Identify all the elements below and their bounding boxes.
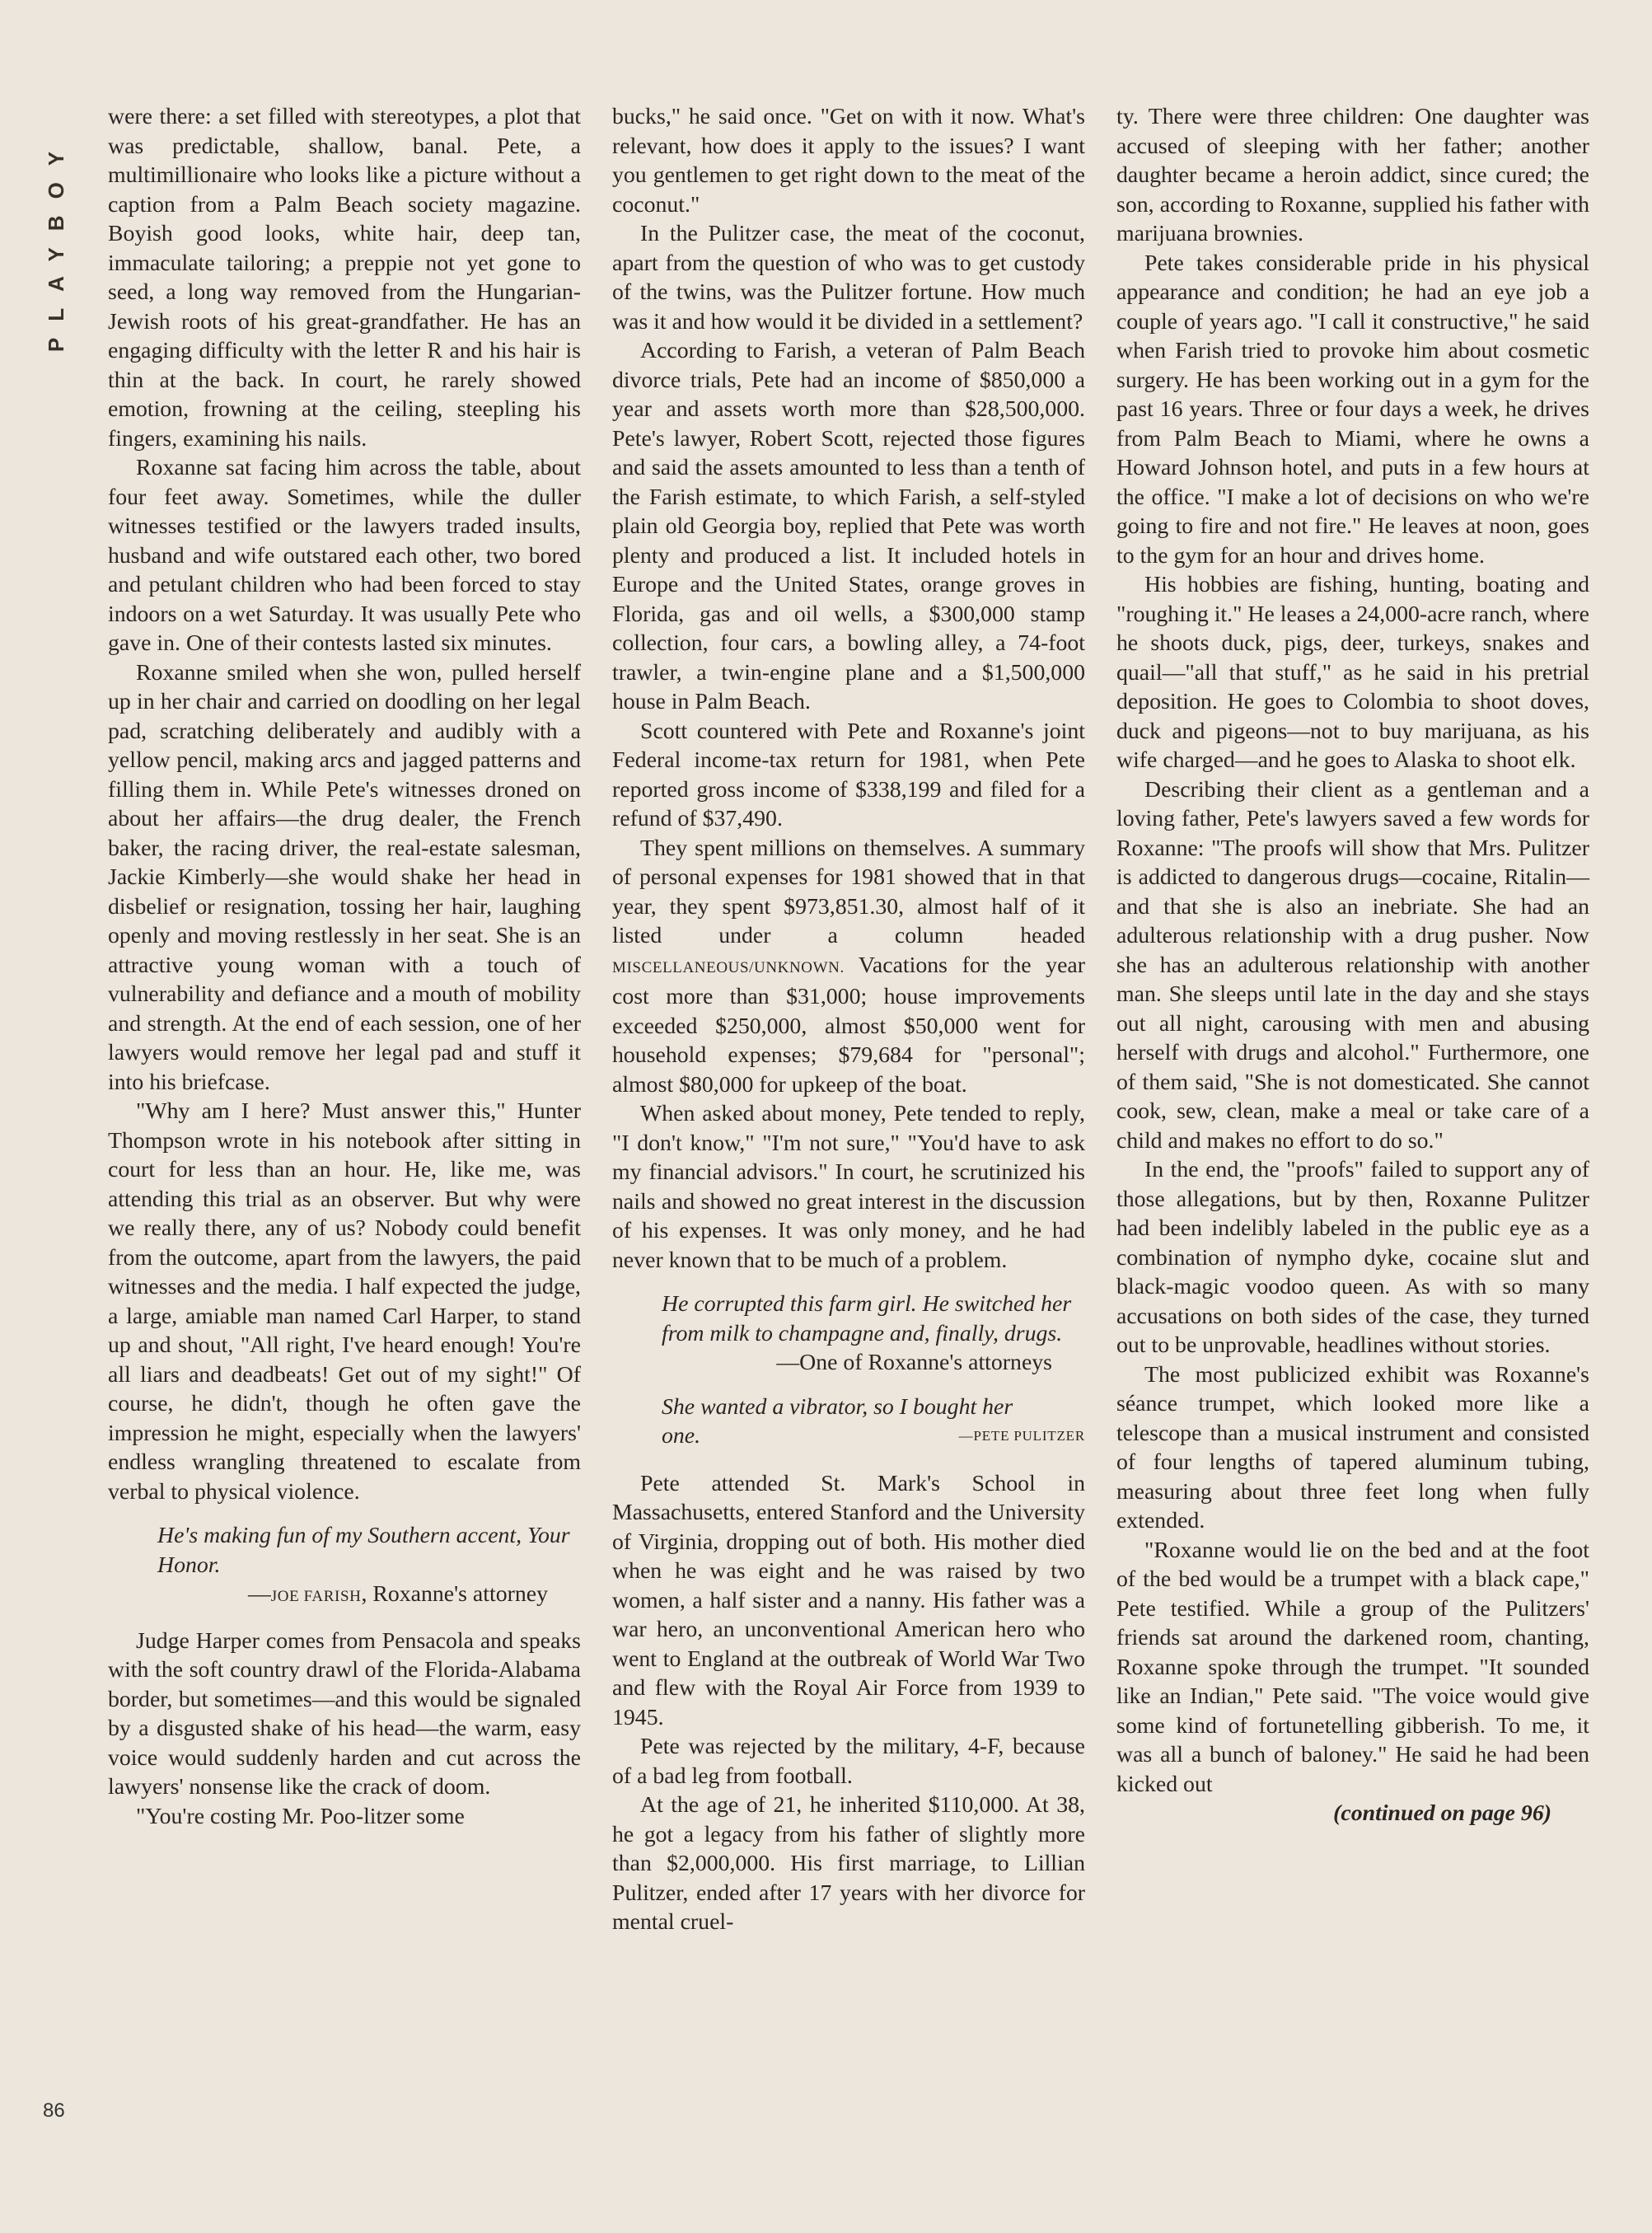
paragraph: Pete takes considerable pride in his physical appearance and condition; he had an eye job a couple of years ago. "I call it constructive," he said when Farish tried to provoke him about cosmetic surgery. He has been working out in a gym for the past 16 years. Three or four days a week, he drives from Palm Beach to Miami, where he owns a Howard Johnson hotel, and puts in a few hours at the office. "I make a lot of decisions on who we're going to fire and not fire." He leaves at noon, goes to the gym for an hour and drives home.	[1116, 250, 1589, 569]
paragraph: "Roxanne would lie on the bed and at the foot of the bed would be a trumpet with a black cape," Pete testified. While a group of the Pulitzers' friends sat around the darkened room, chanting, Roxanne spoke through the trumpet. "It sounded like an Indian," Pete said. "The voice would give some kind of fortunetelling gibberish. To me, it was all a bunch of baloney." He said he had been kicked out	[1116, 1537, 1589, 1797]
paragraph: Roxanne smiled when she won, pulled herself up in her chair and carried on doodling on her legal pad, scratching deliberately and audibly with a yellow pencil, making arcs and jagged patterns and filling them in. While Pete's witnesses droned on about her affairs—the drug dealer, the French baker, the racing driver, the real-estate salesman, Jackie Kimberly—she would shake her head in disbelief or resignation, tossing her hair, laughing openly and moving restlessly in her seat. She is an attractive young woman with a touch of vulnerability and defiance and a mouth of mobility and strength. At the end of each session, one of her lawyers would remove her legal pad and stuff it into his briefcase.	[108, 659, 581, 1095]
pull-quote	[108, 1521, 581, 1612]
pull-quote-text: He corrupted this farm girl. He switched her from milk to champagne and, finally, drugs.	[662, 1291, 1072, 1346]
column-heading-text: MISCELLANEOUS/UNKNOWN.	[612, 958, 845, 976]
paragraph: "Why am I here? Must answer this," Hunter Thompson wrote in his notebook after sitting in court for less than an hour. He, like me, was attending this trial as an observer. But why were we really there, any of us? Nobody could benefit from the outcome, apart from the lawyers, the paid witnesses and the media. I half expected the judge, a large, amiable man named Carl Harper, to stand up and shout, "All right, I've heard enough! You're all liars and deadbeats! Get out of my sight!" Of course, he didn't, though he often gave the impression he might, especially when the lawyers' endless wrangling threatened to escalate from verbal to physical violence.	[108, 1098, 581, 1505]
paragraph: Pete attended St. Mark's School in Massachusetts, entered Stanford and the University of Virginia, dropping out of both. His mother died when he was eight and he was raised by two women, a half sister and a nanny. His father was a war hero, an unconventional American hero who went to England at the outbreak of World War Two and flew with the Royal Air Force from 1939 to 1945.	[612, 1470, 1085, 1730]
pull-quote-text: He's making fun of my Southern accent, Your Honor.	[157, 1523, 570, 1578]
paragraph: His hobbies are fishing, hunting, boating and "roughing it." He leases a 24,000-acre ranch, where he shoots duck, pigs, deer, turkeys, snakes and quail—"all that stuff," as he said in his pretrial deposition. He goes to Colombia to shoot doves, duck and pigeons—not to buy marijuana, as his wife charged—and he goes to Alaska to shoot elk.	[1116, 572, 1589, 773]
pull-quote	[612, 1393, 1085, 1451]
pull-quote-attribution	[108, 1580, 581, 1612]
paragraph: were there: a set filled with stereotypes, a plot that was predictable, shallow, banal. Pete, a multimillionaire who looks like a picture without a caption from a Palm Beach society magazine. Boyish good looks, white hair, deep tan, immaculate tailoring; a preppie not yet gone to seed, a long way removed from the Hungarian-Jewish roots of his great-grandfather. He has an engaging difficulty with the letter R and his hair is thin at the back. In court, he rarely showed emotion, frowning at the ceiling, steepling his fingers, examining his nails.	[108, 104, 581, 452]
paragraph-text: Vacations for the year cost more than $31,000; house improvements exceeded $250,000, almost $50,000 went for household expenses; $79,684 for "personal"; almost $80,000 for upkeep of the boat.	[612, 952, 1085, 1098]
text-column-3	[1116, 102, 1589, 1828]
paragraph: According to Farish, a veteran of Palm Beach divorce trials, Pete had an income of $850,000 a year and assets worth more than $28,500,000. Pete's lawyer, Robert Scott, rejected those figures and said the assets amounted to less than a tenth of the Farish estimate, to which Farish, a self-styled plain old Georgia boy, replied that Pete was worth plenty and produced a list. It included hotels in Europe and the United States, orange groves in Florida, gas and oil wells, a $300,000 stamp collection, four cars, a bowling alley, a 74-foot trawler, a twin-engine plane and a $1,500,000 house in Palm Beach.	[612, 338, 1085, 714]
paragraph	[612, 834, 1085, 1100]
pull-quote-last-line	[612, 1421, 1085, 1451]
text-column-2	[612, 102, 1085, 1937]
paragraph: The most publicized exhibit was Roxanne's séance trumpet, which looked more like a telescope than a musical instrument and consisted of four lengths of tapered aluminum tubing, measuring about three feet long when fully extended.	[1116, 1361, 1589, 1533]
pull-quote-attribution: —PETE PULITZER	[958, 1428, 1085, 1444]
attribution-name: JOE FARISH	[270, 1588, 362, 1605]
pull-quote	[612, 1290, 1085, 1378]
page-number: 86	[43, 2100, 65, 2122]
paragraph-text: They spent millions on themselves. A summary of personal expenses for 1981 showed that in that year, they spent $973,851.30, almost half of it listed under a column headed	[612, 835, 1085, 948]
paragraph: At the age of 21, he inherited $110,000. At 38, he got a legacy from his father of slightly more than $2,000,000. His first marriage, to Lillian Pulitzer, ended after 17 years with her divorce for mental cruel-	[612, 1792, 1085, 1935]
paragraph: When asked about money, Pete tended to reply, "I don't know," "I'm not sure," "You'd have to ask my financial advisors." In court, he scrutinized his nails and showed no great interest in the discussion of his expenses. It was only money, and he had never known that to be much of a problem.	[612, 1101, 1085, 1273]
paragraph: "You're costing Mr. Poo-litzer some	[136, 1803, 465, 1829]
paragraph: Describing their client as a gentleman and a loving father, Pete's lawyers saved a few words for Roxanne: "The proofs will show that Mrs. Pulitzer is addicted to dangerous drugs—cocaine, Ritalin—and that she is also an inebriate. She had an adulterous relationship with a drug pusher. Now she has an adulterous relationship with another man. She sleeps until late in the day and she stays out all night, carousing with men and abusing herself with drugs and alcohol." Furthermore, one of them said, "She is not domesticated. She cannot cook, sew, clean, make a meal or take care of a child and makes no effort to do so."	[1116, 776, 1589, 1154]
continued-on-page-note: (continued on page 96)	[1333, 1800, 1551, 1826]
paragraph: Judge Harper comes from Pensacola and speaks with the soft country drawl of the Florida-Alabama border, but sometimes—and this would be signaled by a disgusted shake of his head—the warm, easy voice would suddenly harden and cut across the lawyers' nonsense like the crack of doom.	[108, 1627, 581, 1800]
paragraph: In the end, the "proofs" failed to support any of those allegations, but by then, Roxanne Pulitzer had been indelibly labeled in the public eye as a combination of nympho dyke, cocaine slut and black-magic voodoo queen. As with so many accusations on both sides of the case, they turned out to be unprovable, headlines without stories.	[1116, 1157, 1589, 1358]
paragraph: ty. There were three children: One daughter was accused of sleeping with her father; another daughter became a heroin addict, since cured; the son, according to Roxanne, supplied his father with marijuana brownies.	[1116, 104, 1589, 246]
attribution-role: , Roxanne's attorney	[361, 1581, 548, 1607]
pull-quote-text: one.	[662, 1423, 701, 1449]
attribution-dash: —	[248, 1581, 271, 1607]
running-header-brand	[36, 95, 77, 391]
paragraph: bucks," he said once. "Get on with it now. What's relevant, how does it apply to the issues? I want you gentlemen to get right down to the meat of the coconut."	[612, 104, 1085, 218]
brand-name: PLAYBOY	[44, 134, 69, 352]
text-column-1	[108, 102, 581, 1831]
paragraph: Roxanne sat facing him across the table, about four feet away. Sometimes, while the duller witnesses testified or the lawyers traded insults, husband and wife outstared each other, two bored and petulant children who had been forced to stay indoors on a wet Saturday. It was usually Pete who gave in. One of their contests lasted six minutes.	[108, 455, 581, 656]
paragraph: In the Pulitzer case, the meat of the coconut, apart from the question of who was to get custody of the twins, was the Pulitzer fortune. How much was it and how would it be divided in a settlement?	[612, 221, 1085, 335]
paragraph: Pete was rejected by the military, 4-F, because of a bad leg from football.	[612, 1734, 1085, 1789]
paragraph: Scott countered with Pete and Roxanne's joint Federal income-tax return for 1981, when Pete reported gross income of $338,199 and filed for a refund of $37,490.	[612, 718, 1085, 831]
pull-quote-attribution: —One of Roxanne's attorneys	[776, 1350, 1052, 1375]
pull-quote-text: She wanted a vibrator, so I bought her	[662, 1393, 1013, 1420]
